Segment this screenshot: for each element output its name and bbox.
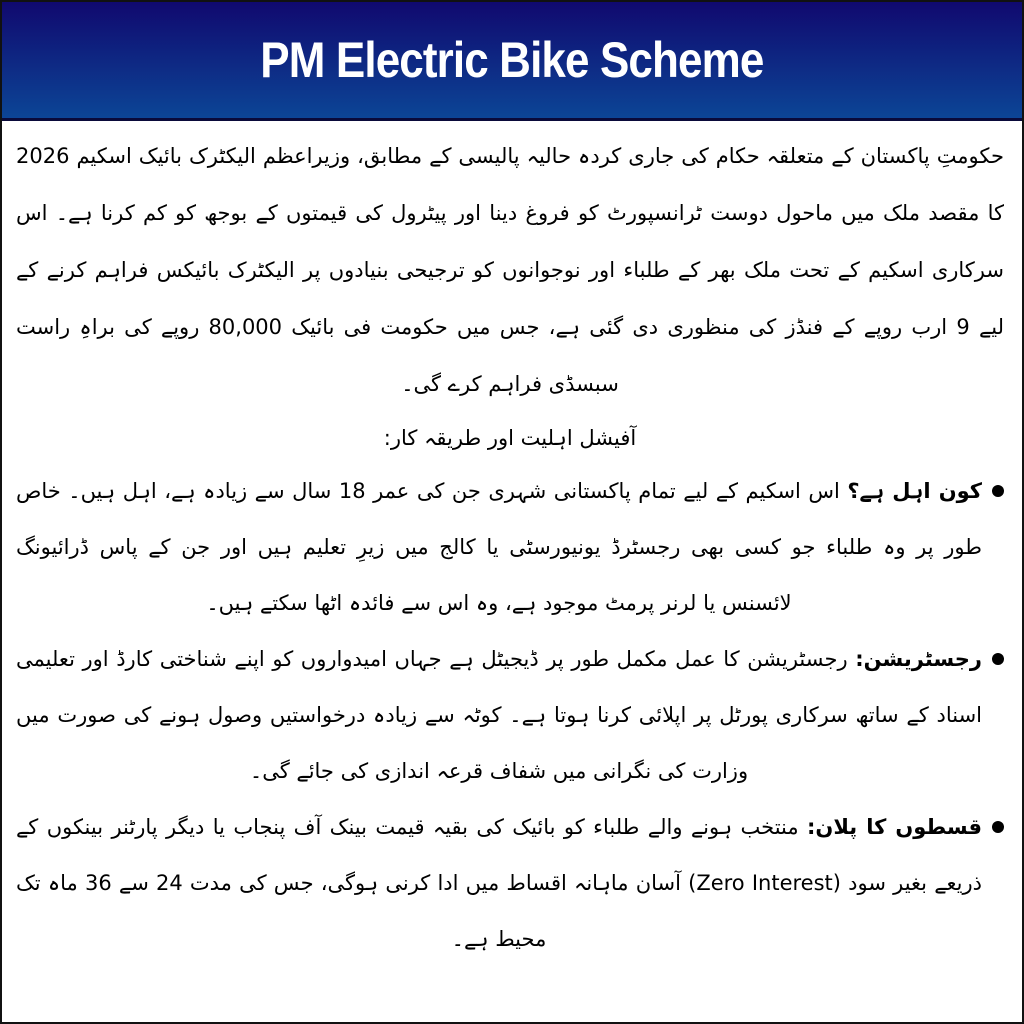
document-body (16, 128, 1004, 967)
header-banner (2, 2, 1022, 121)
intro-paragraph: حکومتِ پاکستان کے متعلقہ حکام کی جاری کردہ حالیہ پالیسی کے مطابق، وزیراعظم الیکٹرک بائیک اسکیم 2026 کا مقصد ملک میں ماحول دوست ٹرانسپورٹ کو فروغ دینا اور پیٹرول کی قیمتوں کے بوجھ کو کم کرنا ہے۔ اس سرکاری اسکیم کے تحت ملک بھر کے طلباء اور نوجوانوں کو ترجیحی بنیادوں پر الیکٹرک بائیکس فراہم کرنے کے لیے 9 ارب روپے کے فنڈز کی منظوری دی گئی ہے، جس میں حکومت فی بائیک 80,000 روپے کی براہِ راست سبسڈی فراہم کرے گی۔ (16, 144, 1004, 396)
item-text: اس اسکیم کے لیے تمام پاکستانی شہری جن کی عمر 18 سال سے زیادہ ہے، اہل ہیں۔ خاص طور پر وہ طلباء جو کسی بھی رجسٹرڈ یونیورسٹی یا کالج میں زیرِ تعلیم ہیں اور جن کے پاس ڈرائیونگ لائسنس یا لرنر پرمٹ موجود ہے، وہ اس سے فائدہ اٹھا سکتے ہیں۔ (16, 479, 982, 615)
item-label: قسطوں کا پلان: (807, 815, 982, 839)
list-item (16, 631, 982, 799)
item-text: منتخب ہونے والے طلباء کو بائیک کی بقیہ قیمت بینک آف پنجاب یا دیگر پارٹنر بینکوں کے ذریعے بغیر سود (Zero Interest) آسان ماہانہ اقساط میں ادا کرنی ہوگی، جس کی مدت 24 سے 36 ماہ تک محیط ہے۔ (16, 815, 982, 951)
bullet-icon (992, 485, 1004, 497)
eligibility-list (16, 463, 1004, 967)
item-label: کون اہل ہے؟ (847, 479, 982, 503)
page-title: PM Electric Bike Scheme (260, 32, 764, 88)
section-heading: آفیشل اہلیت اور طریقہ کار: (383, 426, 637, 450)
list-item (16, 799, 982, 967)
item-label: رجسٹریشن: (855, 647, 982, 671)
list-item (16, 463, 982, 631)
bullet-icon (992, 821, 1004, 833)
bullet-icon (992, 653, 1004, 665)
item-text: رجسٹریشن کا عمل مکمل طور پر ڈیجیٹل ہے جہاں امیدواروں کو اپنے شناختی کارڈ اور تعلیمی اسناد کے ساتھ سرکاری پورٹل پر اپلائی کرنا ہوتا ہے۔ کوٹہ سے زیادہ درخواستیں وصول ہونے کی صورت میں وزارت کی نگرانی میں شفاف قرعہ اندازی کی جائے گی۔ (16, 647, 982, 783)
